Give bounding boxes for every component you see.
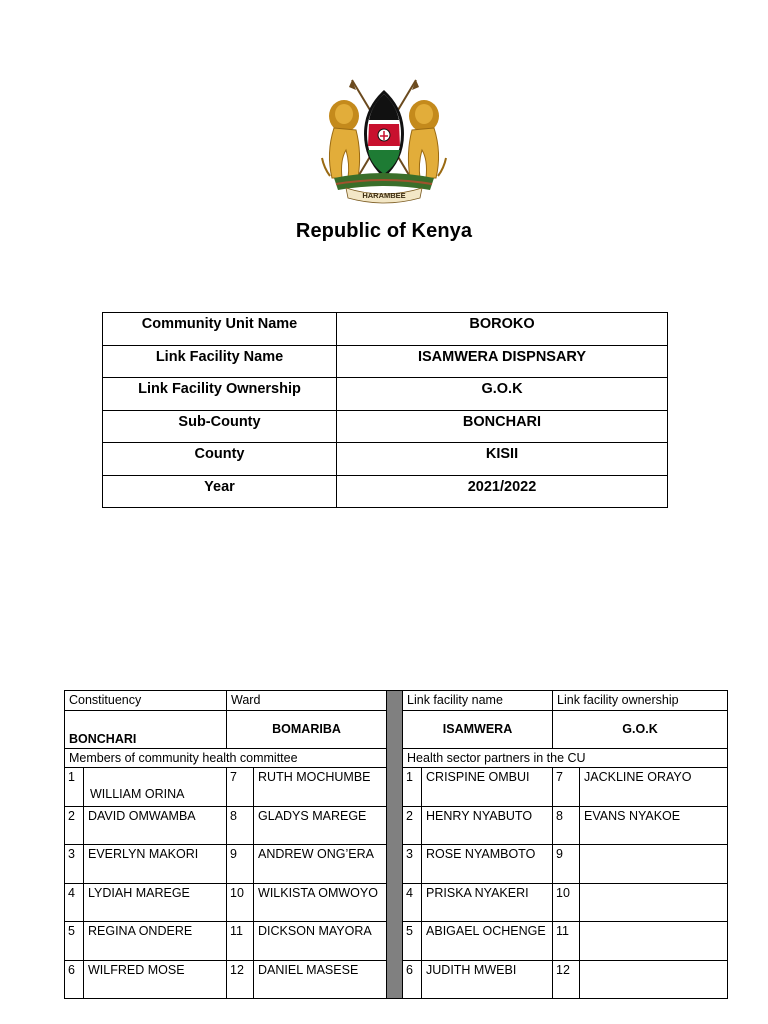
member-name: DANIEL MASESE — [254, 960, 387, 999]
member-name: WILLIAM ORINA — [84, 768, 227, 807]
partner-name: JACKLINE ORAYO — [580, 768, 728, 807]
member-number: 12 — [227, 960, 254, 999]
info-label: County — [103, 443, 337, 476]
member-name: LYDIAH MAREGE — [84, 883, 227, 922]
community-unit-info-table — [102, 312, 668, 508]
partner-name: JUDITH MWEBI — [422, 960, 553, 999]
table-row — [103, 443, 668, 476]
table-row — [103, 345, 668, 378]
member-name: ANDREW ONG’ERA — [254, 845, 387, 884]
member-number: 7 — [227, 768, 254, 807]
partner-number: 12 — [553, 960, 580, 999]
info-label: Community Unit Name — [103, 313, 337, 346]
table-row — [103, 475, 668, 508]
partner-name: PRISKA NYAKERI — [422, 883, 553, 922]
member-name: REGINA ONDERE — [84, 922, 227, 961]
partner-name: ABIGAEL OCHENGE — [422, 922, 553, 961]
constituency-value: BONCHARI — [65, 711, 227, 749]
motto-text: HARAMBEE — [362, 191, 406, 200]
page-title: Republic of Kenya — [295, 220, 473, 242]
info-label: Year — [103, 475, 337, 508]
partner-number: 3 — [403, 845, 422, 884]
partner-number: 9 — [553, 845, 580, 884]
partner-name — [580, 960, 728, 999]
member-number: 3 — [65, 845, 84, 884]
partner-name: CRISPINE OMBUI — [422, 768, 553, 807]
header-link-facility-ownership: Link facility ownership — [553, 691, 728, 711]
section-partners-title: Health sector partners in the CU — [403, 749, 728, 768]
member-number: 11 — [227, 922, 254, 961]
info-value: 2021/2022 — [337, 475, 668, 508]
member-number: 1 — [65, 768, 84, 807]
committee-members-table — [64, 690, 728, 999]
table-divider — [387, 691, 403, 999]
info-label: Sub-County — [103, 410, 337, 443]
partner-number: 4 — [403, 883, 422, 922]
info-value: G.O.K — [337, 378, 668, 411]
info-value: BONCHARI — [337, 410, 668, 443]
member-number: 5 — [65, 922, 84, 961]
partner-name: ROSE NYAMBOTO — [422, 845, 553, 884]
member-name: DICKSON MAYORA — [254, 922, 387, 961]
table-row — [103, 410, 668, 443]
ward-value: BOMARIBA — [227, 711, 387, 749]
member-number: 8 — [227, 806, 254, 845]
partner-number: 10 — [553, 883, 580, 922]
info-label: Link Facility Name — [103, 345, 337, 378]
section-committee-title: Members of community health committee — [65, 749, 387, 768]
member-name: WILFRED MOSE — [84, 960, 227, 999]
kenya-coat-of-arms-icon — [316, 68, 452, 204]
member-number: 6 — [65, 960, 84, 999]
member-name: GLADYS MAREGE — [254, 806, 387, 845]
info-value: BOROKO — [337, 313, 668, 346]
member-number: 2 — [65, 806, 84, 845]
member-number: 10 — [227, 883, 254, 922]
link-facility-name-value: ISAMWERA — [403, 711, 553, 749]
table-header-row — [65, 691, 728, 711]
info-label: Link Facility Ownership — [103, 378, 337, 411]
partner-number: 11 — [553, 922, 580, 961]
member-name: DAVID OMWAMBA — [84, 806, 227, 845]
info-value: KISII — [337, 443, 668, 476]
header-link-facility-name: Link facility name — [403, 691, 553, 711]
partner-number: 6 — [403, 960, 422, 999]
table-row — [103, 378, 668, 411]
header-ward: Ward — [227, 691, 387, 711]
member-name: RUTH MOCHUMBE — [254, 768, 387, 807]
member-name: EVERLYN MAKORI — [84, 845, 227, 884]
partner-number: 1 — [403, 768, 422, 807]
partner-number: 2 — [403, 806, 422, 845]
partner-name — [580, 922, 728, 961]
member-name: WILKISTA OMWOYO — [254, 883, 387, 922]
partner-number: 7 — [553, 768, 580, 807]
partner-number: 8 — [553, 806, 580, 845]
table-row — [103, 313, 668, 346]
header-constituency: Constituency — [65, 691, 227, 711]
member-number: 9 — [227, 845, 254, 884]
partner-name: EVANS NYAKOE — [580, 806, 728, 845]
link-facility-ownership-value: G.O.K — [553, 711, 728, 749]
partner-name — [580, 845, 728, 884]
partner-number: 5 — [403, 922, 422, 961]
member-number: 4 — [65, 883, 84, 922]
partner-name — [580, 883, 728, 922]
partner-name: HENRY NYABUTO — [422, 806, 553, 845]
info-value: ISAMWERA DISPNSARY — [337, 345, 668, 378]
